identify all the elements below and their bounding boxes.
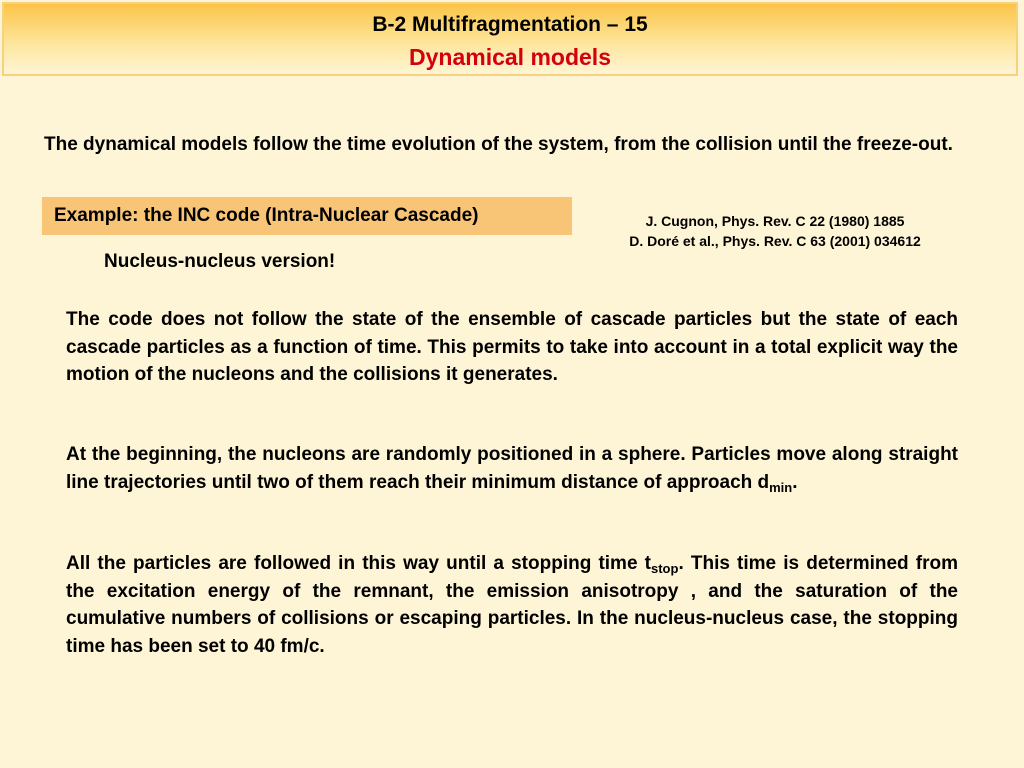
paragraph-2 bbox=[66, 441, 958, 496]
reference-2: D. Doré et al., Phys. Rev. C 63 (2001) 034612 bbox=[629, 233, 921, 249]
paragraph-2-end: . bbox=[792, 471, 798, 493]
references bbox=[590, 211, 960, 251]
intro-text: The dynamical models follow the time evolution of the system, from the collision until the freeze-out. bbox=[44, 134, 953, 155]
paragraph-2-text: At the beginning, the nucleons are randomly positioned in a sphere. Particles move along straight line trajectories until two of them reach their minimum distance of approach d bbox=[66, 444, 958, 493]
version-note: Nucleus-nucleus version! bbox=[104, 251, 336, 272]
example-label-box bbox=[42, 197, 572, 235]
paragraph-1: The code does not follow the state of the ensemble of cascade particles but the state of each cascade particles as a function of time. This permits to take into account in a total explicit way the motion of the nucleons and the collisions it generates. bbox=[66, 309, 958, 385]
reference-1: J. Cugnon, Phys. Rev. C 22 (1980) 1885 bbox=[645, 213, 905, 229]
paragraph-3-text-a: All the particles are followed in this way until a stopping time t bbox=[66, 553, 651, 574]
slide-header bbox=[2, 2, 1018, 76]
paragraph-2-subscript: min bbox=[769, 479, 793, 495]
paragraph-3 bbox=[66, 550, 958, 660]
paragraph-3-text-b: . This time is determined from the excitation energy of the remnant, the emission anisotropy , and the saturation of the cumulative numbers of collisions or escaping particles. In the nucleus-nucleus case, the stopping time has been set to 40 fm/c. bbox=[66, 553, 958, 657]
paragraph-3-subscript: stop bbox=[650, 561, 679, 576]
slide-title: B-2 Multifragmentation – 15 bbox=[372, 13, 648, 36]
slide-subtitle: Dynamical models bbox=[409, 44, 611, 70]
example-label: Example: the INC code (Intra-Nuclear Cascade) bbox=[54, 205, 479, 226]
